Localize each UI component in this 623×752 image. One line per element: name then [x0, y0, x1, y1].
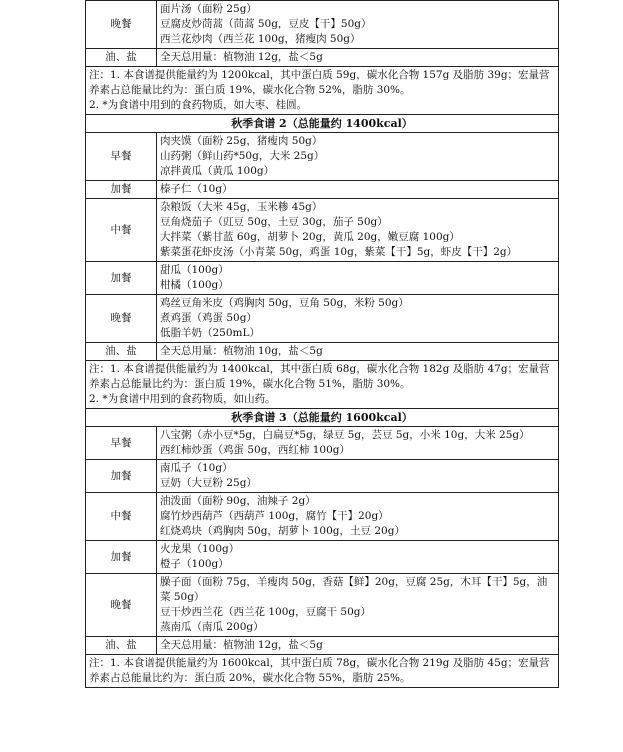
meal-label: 晚餐 — [86, 295, 157, 343]
food-item: 橙子（100g） — [160, 558, 229, 570]
food-item: 面片汤（面粉 25g） — [160, 3, 257, 15]
meal-row — [86, 574, 559, 637]
plan-notes-row — [86, 67, 559, 115]
meal-label: 中餐 — [86, 199, 157, 262]
meal-items — [157, 199, 559, 262]
food-item: 低脂羊奶（250mL） — [160, 327, 260, 339]
food-item: 红烧鸡块（鸡胸肉 50g，胡萝卜 100g，土豆 20g） — [160, 525, 405, 537]
meal-items — [157, 574, 559, 637]
meal-row — [86, 199, 559, 262]
note-text: 注：1. 本食谱提供能量约为 1400kcal，其中蛋白质 68g，碳水化合物 182g 及脂肪 47g；宏量营养素占总能量比约为：蛋白质 19%，碳水化合物 51%，脂肪 30%。 — [89, 363, 550, 390]
food-item: 大拌菜（紫甘蓝 60g，胡萝卜 20g，黄瓜 20g，嫩豆腐 100g） — [160, 231, 460, 243]
meal-items — [157, 637, 559, 655]
food-item: 臊子面（面粉 75g，羊瘦肉 50g，香菇【鲜】20g，豆腐 25g，木耳【干】5g，油菜 50g） — [160, 576, 548, 603]
meal-label: 晚餐 — [86, 1, 157, 49]
note-text: 注：1. 本食谱提供能量约为 1200kcal，其中蛋白质 59g，碳水化合物 157g 及脂肪 39g；宏量营养素占总能量比约为：蛋白质 19%，碳水化合物 52%，脂肪 30%。 — [89, 69, 550, 96]
food-item: 肉夹馍（面粉 25g，猪瘦肉 50g） — [160, 135, 323, 147]
plan-title: 秋季食谱 2（总能量约 1400kcal） — [86, 115, 559, 133]
food-item: 火龙果（100g） — [160, 543, 240, 555]
food-item: 全天总用量：植物油 12g，盐＜5g — [160, 51, 323, 63]
food-item: 全天总用量：植物油 12g，盐＜5g — [160, 639, 323, 651]
meal-label: 中餐 — [86, 493, 157, 541]
food-item: 蒸南瓜（南瓜 200g） — [160, 621, 264, 633]
food-item: 南瓜子（10g） — [160, 462, 233, 474]
food-item: 全天总用量：植物油 10g，盐＜5g — [160, 345, 323, 357]
meal-row — [86, 262, 559, 295]
food-item: 西红柿炒蛋（鸡蛋 50g，西红柿 100g） — [160, 444, 351, 456]
meal-row — [86, 427, 559, 460]
meal-items — [157, 343, 559, 361]
meal-items — [157, 181, 559, 199]
meal-label: 晚餐 — [86, 574, 157, 637]
food-item: 山药粥（鲜山药*50g，大米 25g） — [160, 150, 325, 162]
plan-notes-row — [86, 655, 559, 688]
food-item: 柑橘（100g） — [160, 279, 229, 291]
meal-label: 加餐 — [86, 181, 157, 199]
meal-row — [86, 295, 559, 343]
meal-items — [157, 133, 559, 181]
food-item: 煮鸡蛋（鸡蛋 50g） — [160, 312, 257, 324]
food-item: 豆角烧茄子（豇豆 50g，土豆 30g，茄子 50g） — [160, 216, 388, 228]
meal-row — [86, 1, 559, 49]
food-item: 腐竹炒西葫芦（西葫芦 100g，腐竹【干】20g） — [160, 510, 389, 522]
meal-label: 油、盐 — [86, 637, 157, 655]
meal-label: 早餐 — [86, 133, 157, 181]
food-item: 油泼面（面粉 90g，油辣子 2g） — [160, 495, 316, 507]
meal-row — [86, 133, 559, 181]
meal-row — [86, 49, 559, 67]
meal-items — [157, 1, 559, 49]
plan-notes-row — [86, 361, 559, 409]
food-item: 西兰花炒肉（西兰花 100g，猪瘦肉 50g） — [160, 33, 361, 45]
meal-row — [86, 541, 559, 574]
meal-label: 油、盐 — [86, 49, 157, 67]
meal-items — [157, 460, 559, 493]
meal-items — [157, 295, 559, 343]
food-item: 八宝粥（赤小豆*5g，白扁豆*5g，绿豆 5g，芸豆 5g，小米 10g，大米 25g） — [160, 429, 530, 441]
note-text: 注：1. 本食谱提供能量约为 1600kcal，其中蛋白质 78g，碳水化合物 219g 及脂肪 45g；宏量营养素占总能量比约为：蛋白质 20%，碳水化合物 55%，脂肪 25%。 — [89, 657, 550, 684]
meal-label: 油、盐 — [86, 343, 157, 361]
diet-plan-document — [85, 0, 559, 688]
note-text: 2. *为食谱中用到的食药物质，如山药。 — [89, 393, 276, 405]
diet-plan-table — [85, 0, 559, 688]
food-item: 鸡丝豆角米皮（鸡胸肉 50g，豆角 50g，米粉 50g） — [160, 297, 409, 309]
meal-items — [157, 49, 559, 67]
meal-row — [86, 343, 559, 361]
diet-plan-table-body — [86, 1, 559, 688]
food-item: 豆腐皮炒茼蒿（茼蒿 50g，豆皮【干】50g） — [160, 18, 372, 30]
food-item: 豆奶（大豆粉 25g） — [160, 477, 257, 489]
plan-notes — [86, 67, 559, 115]
meal-label: 加餐 — [86, 262, 157, 295]
plan-title-row — [86, 115, 559, 133]
food-item: 杂粮饭（大米 45g，玉米糁 45g） — [160, 201, 323, 213]
meal-row — [86, 460, 559, 493]
food-item: 榛子仁（10g） — [160, 183, 233, 195]
food-item: 甜瓜（100g） — [160, 264, 229, 276]
meal-row — [86, 181, 559, 199]
meal-items — [157, 541, 559, 574]
food-item: 凉拌黄瓜（黄瓜 100g） — [160, 165, 275, 177]
meal-label: 加餐 — [86, 541, 157, 574]
food-item: 紫菜蛋花虾皮汤（小青菜 50g，鸡蛋 10g，紫菜【干】5g，虾皮【干】2g） — [160, 246, 518, 258]
meal-items — [157, 427, 559, 460]
note-text: 2. *为食谱中用到的食药物质，如大枣、桂圆。 — [89, 99, 308, 111]
plan-notes — [86, 361, 559, 409]
meal-row — [86, 493, 559, 541]
food-item: 豆干炒西兰花（西兰花 100g，豆腐干 50g） — [160, 606, 372, 618]
meal-items — [157, 493, 559, 541]
plan-title-row — [86, 409, 559, 427]
plan-title: 秋季食谱 3（总能量约 1600kcal） — [86, 409, 559, 427]
meal-label: 早餐 — [86, 427, 157, 460]
meal-row — [86, 637, 559, 655]
meal-label: 加餐 — [86, 460, 157, 493]
meal-items — [157, 262, 559, 295]
plan-notes — [86, 655, 559, 688]
